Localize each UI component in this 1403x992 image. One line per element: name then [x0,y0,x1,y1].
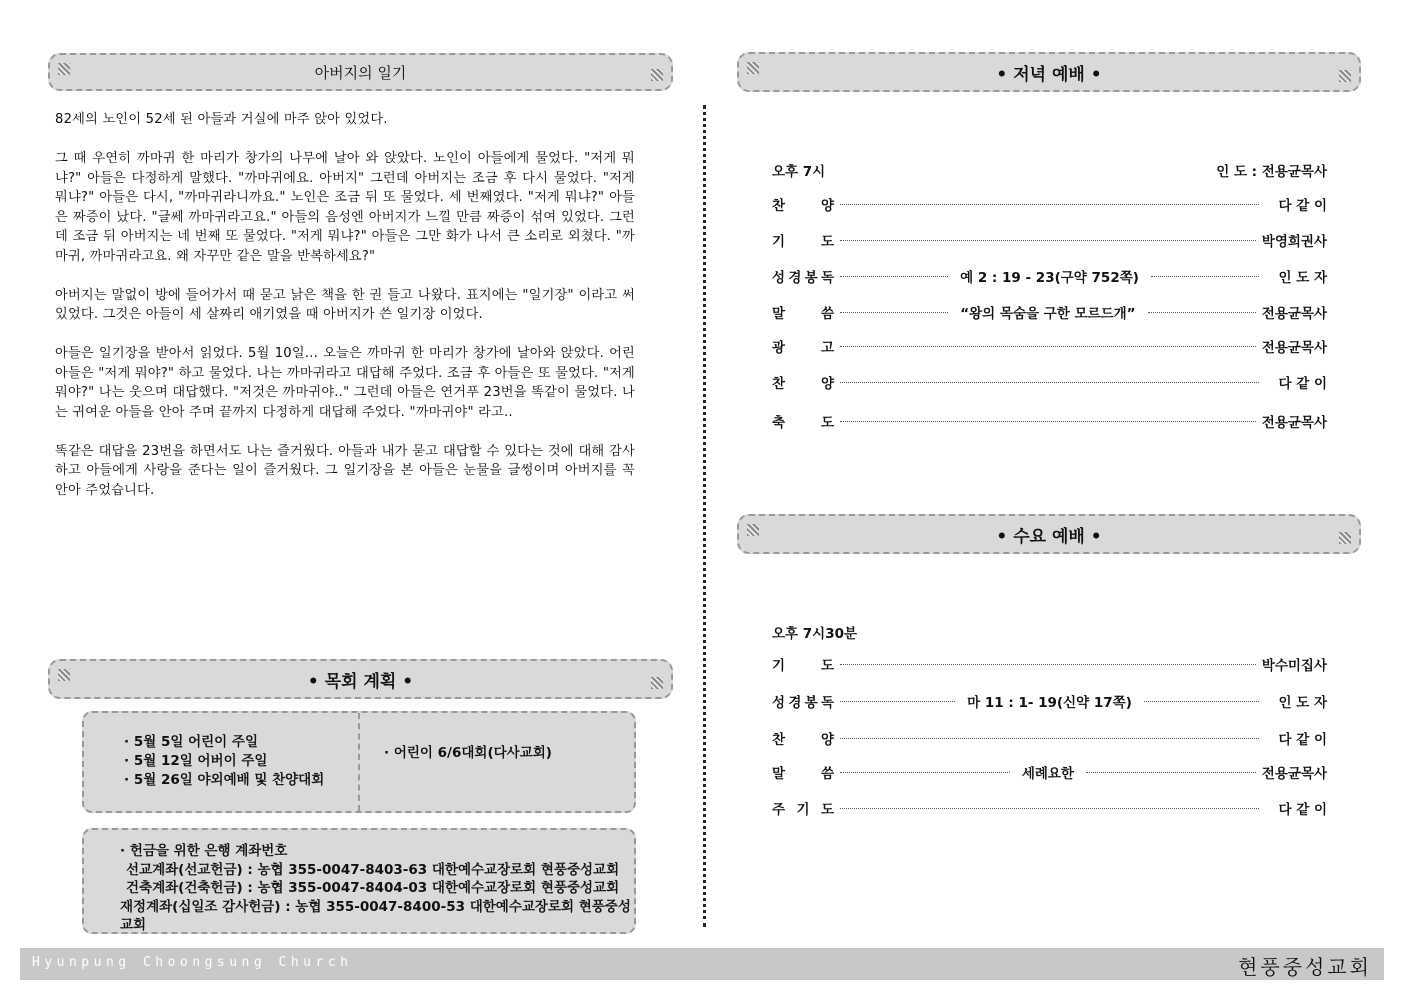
story-title-banner [48,53,673,91]
order-row [772,411,1327,431]
bank-account: 선교계좌(선교헌금) : 농협 355-0047-8403-63 대한예수교장로회 현풍중성교회 [126,861,620,878]
order-label [772,728,834,748]
order-value: 전용균목사 [1261,306,1328,322]
order-detail: 세례요한 [1021,766,1074,782]
leader-dots [840,312,948,313]
order-row [772,691,1327,711]
plan-item: · 5월 5일 어린이 주일 [124,734,259,750]
order-row [772,266,1327,286]
evening-title-banner [737,52,1361,92]
order-label-char: 기 [796,802,810,818]
order-label [772,194,834,214]
order-label-char: 기 [772,234,786,250]
order-row [772,798,1327,818]
bank-account: 건축계좌(건축헌금) : 농협 355-0047-8404-03 대한예수교장로회 현풍중성교회 [126,880,620,896]
leader-dots [1148,312,1256,313]
order-value: 전용균목사 [1261,340,1327,356]
order-label-char: 찬 [772,376,786,392]
bank-info [120,842,634,935]
order-label [772,762,834,782]
corner-pattern-icon [651,677,663,689]
order-label-char: 경 [788,270,802,286]
order-label-char: 씀 [820,306,834,322]
evening-title: • 저녁 예배 • [996,64,1102,85]
leader-dots [840,772,1010,773]
leader-dots [840,808,1259,809]
order-label-char: 성 [772,695,786,711]
order-label [772,654,834,674]
corner-pattern-icon [1339,532,1351,544]
order-label-char: 축 [772,415,786,431]
corner-pattern-icon [651,69,663,81]
order-label-char: 성 [772,270,786,286]
story-paragraph: 아버지는 말없이 방에 들어가서 때 묻고 낡은 책을 한 권 들고 나왔다. 표지에는 "일기장" 이라고 써있었다. 그것은 아들이 세 살짜리 애기였을 때 아버지가 쓴 일기장 이었다. [55,287,635,322]
order-label-char: 고 [820,340,834,356]
corner-pattern-icon [1339,70,1351,82]
order-label-char: 양 [820,198,834,214]
order-label-char: 도 [820,658,834,674]
order-label-char: 봉 [804,270,818,286]
order-value: 전용균목사 [1261,415,1327,431]
footer-bar [20,948,1384,980]
bank-account: 재정계좌(십일조 감사헌금) : 농협 355-0047-8400-53 대한예수교장로회 현풍중성교회 [120,898,631,933]
plan-title-banner [48,659,673,699]
order-label-char: 씀 [820,766,834,782]
order-value: 다 같 이 [1278,376,1327,392]
evening-header [772,160,1327,180]
order-label-char: 독 [820,270,834,286]
order-label-char: 도 [820,234,834,250]
wednesday-time: 오후 7시30분 [772,626,858,642]
corner-pattern-icon [747,524,759,536]
order-label [772,411,834,431]
order-label-char: 기 [772,658,786,674]
leader-dots [1151,276,1259,277]
order-label [772,336,834,356]
order-label-char: 경 [788,695,802,711]
wednesday-title: • 수요 예배 • [996,526,1102,547]
order-detail: 마 11 : 1- 19(신약 17쪽) [967,695,1132,711]
corner-pattern-icon [747,62,759,74]
order-label [772,302,834,322]
order-label [772,372,834,392]
order-label-char: 말 [772,306,786,322]
bank-title: · 헌금을 위한 은행 계좌번호 [120,843,288,859]
order-value: 인 도 자 [1278,695,1328,711]
order-label-char: 주 [772,802,786,818]
order-label [772,691,834,711]
column-divider [703,105,706,927]
order-label-char: 말 [772,766,786,782]
order-row [772,728,1327,748]
evening-time: 오후 7시 [772,164,826,180]
leader-dots [840,346,1256,347]
evening-leader: 인 도 : 전용균목사 [1216,164,1327,180]
order-label-char: 찬 [772,198,786,214]
order-label-char: 양 [820,376,834,392]
order-row [772,302,1327,322]
leader-dots [840,204,1259,205]
order-row [772,654,1327,674]
order-row [772,194,1327,214]
wednesday-title-banner [737,514,1361,554]
leader-dots [840,240,1256,241]
leader-dots [1086,772,1256,773]
order-value: 전용균목사 [1261,766,1328,782]
plan-right-item: · 어린이 6/6대회(다사교회) [384,745,552,761]
order-label-char: 광 [772,340,786,356]
story-title: 아버지의 일기 [314,63,407,82]
order-label [772,230,834,250]
leader-dots [840,382,1259,383]
order-value: 다 같 이 [1278,198,1327,214]
corner-pattern-icon [58,669,70,681]
plan-box [82,711,636,813]
story-paragraph: 똑같은 대답을 23번을 하면서도 나는 즐거웠다. 아들과 내가 묻고 대답할 수 있다는 것에 대해 감사하고 아들에게 사랑을 준다는 일이 즐거웠다. 그 일기장을 본 아들은 눈물을 글썽이며 아버지를 꼭 안아 주었습니다. [55,443,636,498]
story-paragraph: 아들은 일기장을 받아서 읽었다. 5월 10일... 오늘은 까마귀 한 마리가 창가에 날아와 앉았다. 어린 아들은 "저게 뭐야?" 하고 물었다. 나는 까마귀라고 대답해 주었다. 조금 후 아들은 또 물었다. "저게 뭐야?" 나는 웃으며 대답했다. "저것은 까마귀야.." 그런데 아들은 연거푸 23번을 똑같이 물었다. 나는 귀여운 아들을 안아 주며 끝까지 다정하게 대답해 주었다. "까마귀야" 라고.. [55,346,635,420]
plan-title: • 목회 계획 • [307,671,414,692]
story-paragraph: 82세의 노인이 52세 된 아들과 거실에 마주 앉아 있었다. [55,112,388,127]
order-label [772,266,834,286]
order-row [772,372,1327,392]
leader-dots [840,664,1256,665]
order-value: 박수미집사 [1261,658,1327,674]
order-row [772,336,1327,356]
order-row [772,762,1327,782]
order-value: 다 같 이 [1278,732,1327,748]
order-label-char: 도 [820,802,834,818]
order-row [772,230,1327,250]
order-label-char: 봉 [804,695,818,711]
order-label-char: 찬 [772,732,786,748]
footer-church-english: Hyunpung Choongsung Church [32,955,353,970]
bank-box [82,828,636,934]
leader-dots [840,276,948,277]
order-value: 인 도 자 [1278,270,1328,286]
story-paragraph: 그 때 우연히 까마귀 한 마리가 창가의 나무에 날아 와 앉았다. 노인이 아들에게 물었다. "저게 뭐냐?" 아들은 다정하게 말했다. "까마귀에요. 아버지" 그런데 아버지는 조금 후 다시 물었다. "저게 뭐냐?" 아들은 다시, "까마귀라니까요." 노인은 조금 뒤 또 물었다. 세 번째였다. "저게 뭐냐?" 아들은 짜증이 났다. "글쎄 까마귀라고요." 아들의 음성엔 아버지가 느낄 만큼 짜증이 섞여 있었다. 그런데 조금 뒤 아버지는 네 번째 또 물었다. "저게 뭐냐?" 아들은 그만 화가 나서 큰 소리로 외쳤다. "까마귀, 까마귀라고요. 왜 자꾸만 같은 말을 반복하세요?" [55,151,635,264]
plan-item: · 5월 12일 어버이 주일 [124,753,268,769]
evening-order [772,160,1327,440]
plan-divider [358,713,360,811]
order-detail: “왕의 목숨을 구한 모르드개” [960,306,1136,322]
footer-church-korean: 현풍중성교회 [1238,955,1372,979]
leader-dots [840,738,1259,739]
wednesday-header [772,622,1327,642]
leader-dots [840,421,1256,422]
story-text [55,110,635,520]
order-label-char: 양 [820,732,834,748]
leader-dots [840,701,955,702]
order-label-char: 도 [820,415,834,431]
plan-item: · 5월 26일 야외예배 및 찬양대회 [124,772,325,788]
order-detail: 예 2 : 19 - 23(구약 752쪽) [960,270,1139,286]
order-value: 다 같 이 [1278,802,1327,818]
order-label-char: 독 [820,695,834,711]
corner-pattern-icon [58,63,70,75]
leader-dots [1144,701,1259,702]
wednesday-order [772,622,1327,832]
plan-list [124,733,324,790]
order-value: 박영희권사 [1261,234,1327,250]
order-label [772,798,834,818]
